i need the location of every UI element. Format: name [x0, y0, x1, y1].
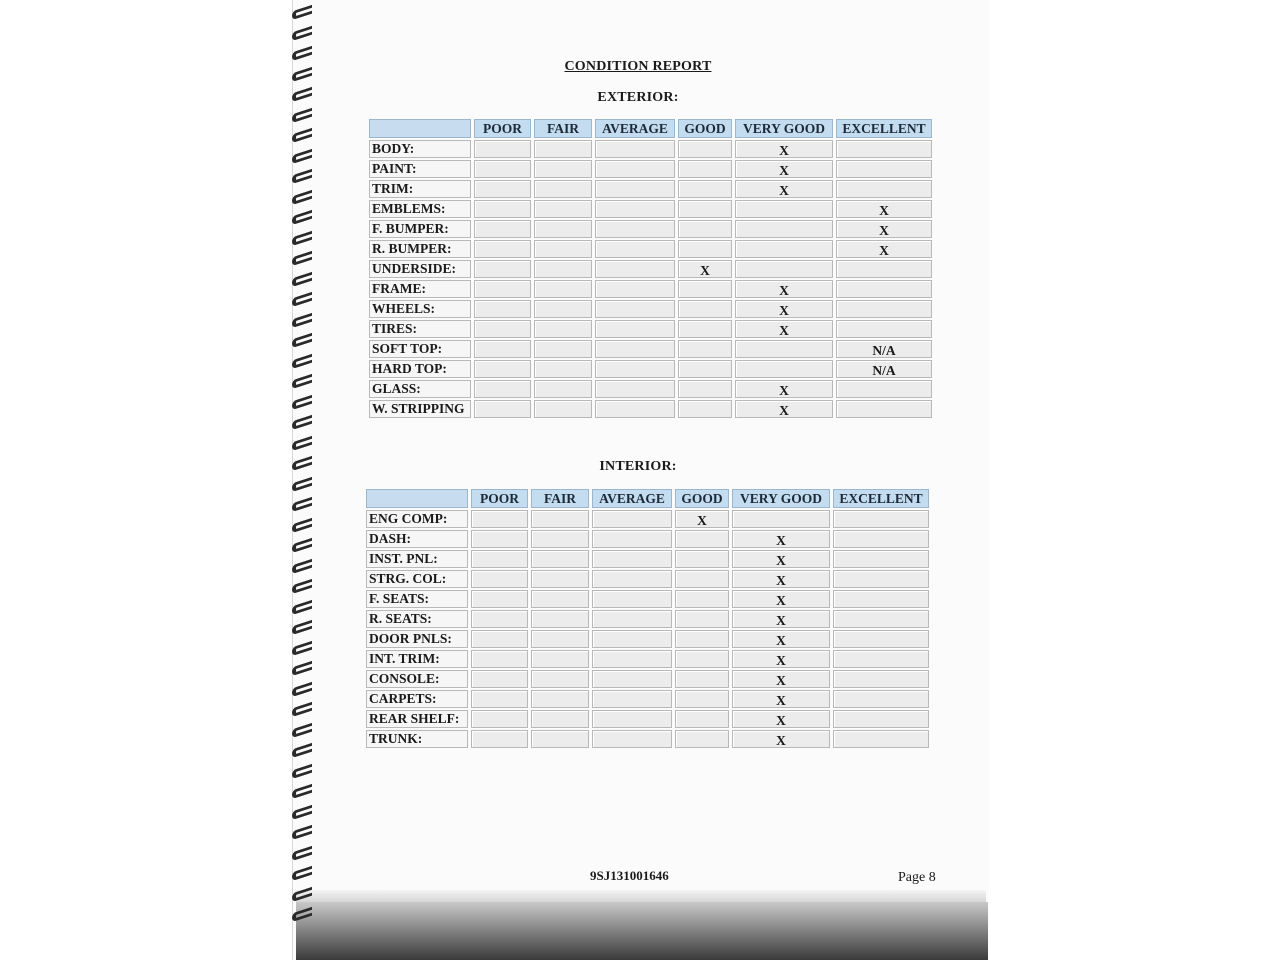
rating-cell [675, 550, 729, 568]
rating-cell: X [732, 630, 830, 648]
binding-ring [292, 538, 312, 553]
table-row [366, 530, 929, 548]
rating-cell [595, 160, 675, 178]
binding-ring [292, 579, 312, 594]
rating-cell [471, 630, 528, 648]
binding-ring [292, 845, 312, 860]
rating-cell [836, 260, 932, 278]
binding-ring [292, 210, 312, 225]
rating-cell [595, 180, 675, 198]
rating-cell [474, 260, 531, 278]
rating-cell [675, 650, 729, 668]
binding-ring [292, 148, 312, 163]
row-label: REAR SHELF: [366, 710, 468, 728]
rating-cell: X [732, 610, 830, 628]
binding-ring [292, 435, 312, 450]
rating-cell [595, 200, 675, 218]
binding-ring [292, 804, 312, 819]
rating-cell: X [678, 260, 732, 278]
binding-ring [292, 558, 312, 573]
row-label: F. BUMPER: [369, 220, 471, 238]
rating-cell [474, 220, 531, 238]
row-label: EMBLEMS: [369, 200, 471, 218]
binding-ring [292, 128, 312, 143]
rating-cell [531, 590, 589, 608]
rating-cell [595, 220, 675, 238]
rating-cell [531, 610, 589, 628]
rating-cell [678, 360, 732, 378]
binding-ring [292, 702, 312, 717]
rating-cell [471, 590, 528, 608]
rating-cell [534, 240, 592, 258]
rating-cell [678, 320, 732, 338]
binding-ring [292, 743, 312, 758]
rating-cell [474, 140, 531, 158]
rating-cell [531, 710, 589, 728]
table-row [369, 360, 932, 378]
binding-ring [292, 394, 312, 409]
row-label: TRIM: [369, 180, 471, 198]
rating-cell [534, 180, 592, 198]
rating-cell [531, 730, 589, 748]
table-row [369, 180, 932, 198]
rating-cell [836, 280, 932, 298]
rating-cell [836, 380, 932, 398]
rating-cell: X [732, 690, 830, 708]
rating-cell: X [732, 530, 830, 548]
rating-cell [595, 300, 675, 318]
rating-cell [833, 610, 929, 628]
interior-header-row [366, 489, 929, 508]
rating-cell [675, 670, 729, 688]
rating-cell [678, 300, 732, 318]
rating-cell [592, 650, 672, 668]
binding-ring [292, 661, 312, 676]
rating-cell [678, 280, 732, 298]
serial-number: 9SJ131001646 [590, 868, 669, 883]
rating-cell [833, 530, 929, 548]
rating-cell [833, 630, 929, 648]
rating-cell [534, 360, 592, 378]
table-row [366, 610, 929, 628]
header-excellent: EXCELLENT [833, 489, 929, 508]
rating-cell [833, 710, 929, 728]
row-label: TIRES: [369, 320, 471, 338]
rating-cell [595, 400, 675, 418]
row-label: INT. TRIM: [366, 650, 468, 668]
row-label: WHEELS: [369, 300, 471, 318]
rating-cell: X [732, 710, 830, 728]
rating-cell [595, 380, 675, 398]
rating-cell [675, 590, 729, 608]
header-average: AVERAGE [595, 119, 675, 138]
rating-cell: X [732, 550, 830, 568]
binding-ring [292, 640, 312, 655]
rating-cell: X [735, 160, 833, 178]
rating-cell [675, 710, 729, 728]
header-blank [366, 489, 468, 508]
binding-ring [292, 763, 312, 778]
rating-cell [833, 590, 929, 608]
exterior-table [366, 117, 935, 420]
rating-cell [592, 690, 672, 708]
rating-cell [592, 590, 672, 608]
rating-cell: X [836, 220, 932, 238]
header-good: GOOD [675, 489, 729, 508]
table-row [366, 590, 929, 608]
header-excellent: EXCELLENT [836, 119, 932, 138]
table-row [366, 670, 929, 688]
table-row [366, 690, 929, 708]
rating-cell [474, 380, 531, 398]
rating-cell [595, 240, 675, 258]
table-row [369, 240, 932, 258]
row-label: W. STRIPPING [369, 400, 471, 418]
binding-ring [292, 107, 312, 122]
rating-cell [534, 400, 592, 418]
binding-ring [292, 271, 312, 286]
binding-ring [292, 866, 312, 881]
rating-cell [595, 340, 675, 358]
rating-cell: X [735, 140, 833, 158]
rating-cell [678, 140, 732, 158]
rating-cell [592, 710, 672, 728]
rating-cell [471, 710, 528, 728]
rating-cell [592, 550, 672, 568]
binding-ring [292, 169, 312, 184]
rating-cell [474, 280, 531, 298]
table-row [369, 220, 932, 238]
header-very-good: VERY GOOD [732, 489, 830, 508]
page-number: Page 8 [898, 870, 936, 885]
rating-cell [592, 670, 672, 688]
rating-cell [735, 240, 833, 258]
rating-cell [471, 530, 528, 548]
row-label: SOFT TOP: [369, 340, 471, 358]
table-row [369, 380, 932, 398]
rating-cell [678, 240, 732, 258]
header-good: GOOD [678, 119, 732, 138]
rating-cell [531, 510, 589, 528]
table-row [366, 710, 929, 728]
row-label: TRUNK: [366, 730, 468, 748]
exterior-body [369, 140, 932, 418]
binding-ring [292, 722, 312, 737]
row-label: F. SEATS: [366, 590, 468, 608]
rating-cell [833, 570, 929, 588]
rating-cell [595, 280, 675, 298]
rating-cell [836, 160, 932, 178]
rating-cell: X [836, 200, 932, 218]
header-poor: POOR [474, 119, 531, 138]
rating-cell [675, 610, 729, 628]
rating-cell [595, 260, 675, 278]
header-fair: FAIR [531, 489, 589, 508]
table-row [369, 140, 932, 158]
rating-cell [534, 380, 592, 398]
binding-ring [292, 415, 312, 430]
binding-ring [292, 907, 312, 922]
rating-cell [836, 400, 932, 418]
rating-cell [595, 320, 675, 338]
rating-cell [531, 630, 589, 648]
binding-ring [292, 620, 312, 635]
table-row [366, 630, 929, 648]
report-title: CONDITION REPORT [564, 59, 712, 74]
rating-cell [592, 730, 672, 748]
row-label: GLASS: [369, 380, 471, 398]
rating-cell [675, 690, 729, 708]
rating-cell: X [675, 510, 729, 528]
header-poor: POOR [471, 489, 528, 508]
table-row [369, 260, 932, 278]
rating-cell [471, 570, 528, 588]
rating-cell [474, 160, 531, 178]
rating-cell [833, 670, 929, 688]
binding-ring [292, 251, 312, 266]
rating-cell [732, 510, 830, 528]
rating-cell [534, 220, 592, 238]
rating-cell [836, 180, 932, 198]
rating-cell [471, 510, 528, 528]
table-row [366, 550, 929, 568]
row-label: FRAME: [369, 280, 471, 298]
binding-ring [292, 189, 312, 204]
table-row [369, 300, 932, 318]
rating-cell [471, 690, 528, 708]
rating-cell [735, 360, 833, 378]
binding-ring [292, 353, 312, 368]
binding-ring [292, 374, 312, 389]
rating-cell: X [735, 320, 833, 338]
rating-cell [474, 400, 531, 418]
binding-ring [292, 784, 312, 799]
binding-ring [292, 599, 312, 614]
row-label: STRG. COL: [366, 570, 468, 588]
header-fair: FAIR [534, 119, 592, 138]
rating-cell [534, 300, 592, 318]
table-row [366, 570, 929, 588]
rating-cell: X [732, 570, 830, 588]
rating-cell [534, 160, 592, 178]
row-label: R. SEATS: [366, 610, 468, 628]
rating-cell [735, 260, 833, 278]
binding-ring [292, 5, 312, 20]
interior-table [363, 487, 932, 750]
rating-cell [836, 140, 932, 158]
row-label: PAINT: [369, 160, 471, 178]
interior-body [366, 510, 929, 748]
rating-cell [531, 530, 589, 548]
rating-cell [471, 670, 528, 688]
row-label: HARD TOP: [369, 360, 471, 378]
rating-cell [592, 610, 672, 628]
rating-cell [592, 630, 672, 648]
row-label: CARPETS: [366, 690, 468, 708]
rating-cell [678, 200, 732, 218]
binding-ring [292, 681, 312, 696]
exterior-heading: EXTERIOR: [597, 90, 679, 105]
binding-ring [292, 517, 312, 532]
table-row [369, 320, 932, 338]
rating-cell: X [732, 670, 830, 688]
spiral-binding [292, 0, 316, 960]
rating-cell [531, 670, 589, 688]
header-average: AVERAGE [592, 489, 672, 508]
rating-cell: X [732, 650, 830, 668]
rating-cell [531, 690, 589, 708]
table-row [369, 280, 932, 298]
rating-cell [592, 530, 672, 548]
page-bottom-shadow [296, 902, 988, 960]
header-blank [369, 119, 471, 138]
table-row [369, 200, 932, 218]
rating-cell [474, 340, 531, 358]
table-row [369, 400, 932, 418]
table-row [366, 730, 929, 748]
rating-cell: X [732, 590, 830, 608]
rating-cell [534, 140, 592, 158]
rating-cell [833, 550, 929, 568]
binding-ring [292, 312, 312, 327]
rating-cell [534, 260, 592, 278]
rating-cell [675, 630, 729, 648]
rating-cell [836, 300, 932, 318]
rating-cell [531, 570, 589, 588]
rating-cell: X [735, 300, 833, 318]
rating-cell: X [836, 240, 932, 258]
binding-ring [292, 333, 312, 348]
row-label: BODY: [369, 140, 471, 158]
rating-cell [474, 200, 531, 218]
rating-cell [678, 220, 732, 238]
rating-cell [474, 240, 531, 258]
binding-ring [292, 476, 312, 491]
rating-cell [595, 140, 675, 158]
rating-cell [675, 530, 729, 548]
rating-cell [675, 730, 729, 748]
binding-ring [292, 497, 312, 512]
rating-cell [833, 730, 929, 748]
table-row [366, 650, 929, 668]
row-label: INST. PNL: [366, 550, 468, 568]
rating-cell [836, 320, 932, 338]
binding-ring [292, 25, 312, 40]
interior-heading: INTERIOR: [599, 459, 677, 474]
rating-cell [471, 730, 528, 748]
rating-cell [534, 280, 592, 298]
rating-cell [833, 510, 929, 528]
rating-cell [735, 220, 833, 238]
rating-cell [534, 320, 592, 338]
row-label: R. BUMPER: [369, 240, 471, 258]
binding-ring [292, 230, 312, 245]
rating-cell [534, 200, 592, 218]
rating-cell [471, 650, 528, 668]
row-label: DOOR PNLS: [366, 630, 468, 648]
row-label: ENG COMP: [366, 510, 468, 528]
rating-cell [735, 200, 833, 218]
exterior-header-row [369, 119, 932, 138]
rating-cell [678, 160, 732, 178]
table-row [366, 510, 929, 528]
rating-cell [531, 550, 589, 568]
rating-cell [675, 570, 729, 588]
row-label: CONSOLE: [366, 670, 468, 688]
rating-cell [678, 340, 732, 358]
rating-cell [531, 650, 589, 668]
binding-ring [292, 886, 312, 901]
rating-cell [678, 180, 732, 198]
rating-cell [474, 180, 531, 198]
rating-cell: X [732, 730, 830, 748]
table-row [369, 340, 932, 358]
rating-cell: X [735, 180, 833, 198]
header-very-good: VERY GOOD [735, 119, 833, 138]
table-row [369, 160, 932, 178]
rating-cell [474, 300, 531, 318]
rating-cell [735, 340, 833, 358]
row-label: DASH: [366, 530, 468, 548]
rating-cell [833, 650, 929, 668]
rating-cell: X [735, 400, 833, 418]
rating-cell [678, 380, 732, 398]
rating-cell [471, 550, 528, 568]
rating-cell: X [735, 380, 833, 398]
rating-cell [678, 400, 732, 418]
rating-cell [592, 510, 672, 528]
rating-cell: X [735, 280, 833, 298]
rating-cell: N/A [836, 360, 932, 378]
rating-cell [474, 360, 531, 378]
rating-cell [474, 320, 531, 338]
binding-ring [292, 292, 312, 307]
rating-cell [534, 340, 592, 358]
rating-cell [592, 570, 672, 588]
rating-cell: N/A [836, 340, 932, 358]
row-label: UNDERSIDE: [369, 260, 471, 278]
rating-cell [471, 610, 528, 628]
rating-cell [833, 690, 929, 708]
rating-cell [595, 360, 675, 378]
binding-ring [292, 825, 312, 840]
